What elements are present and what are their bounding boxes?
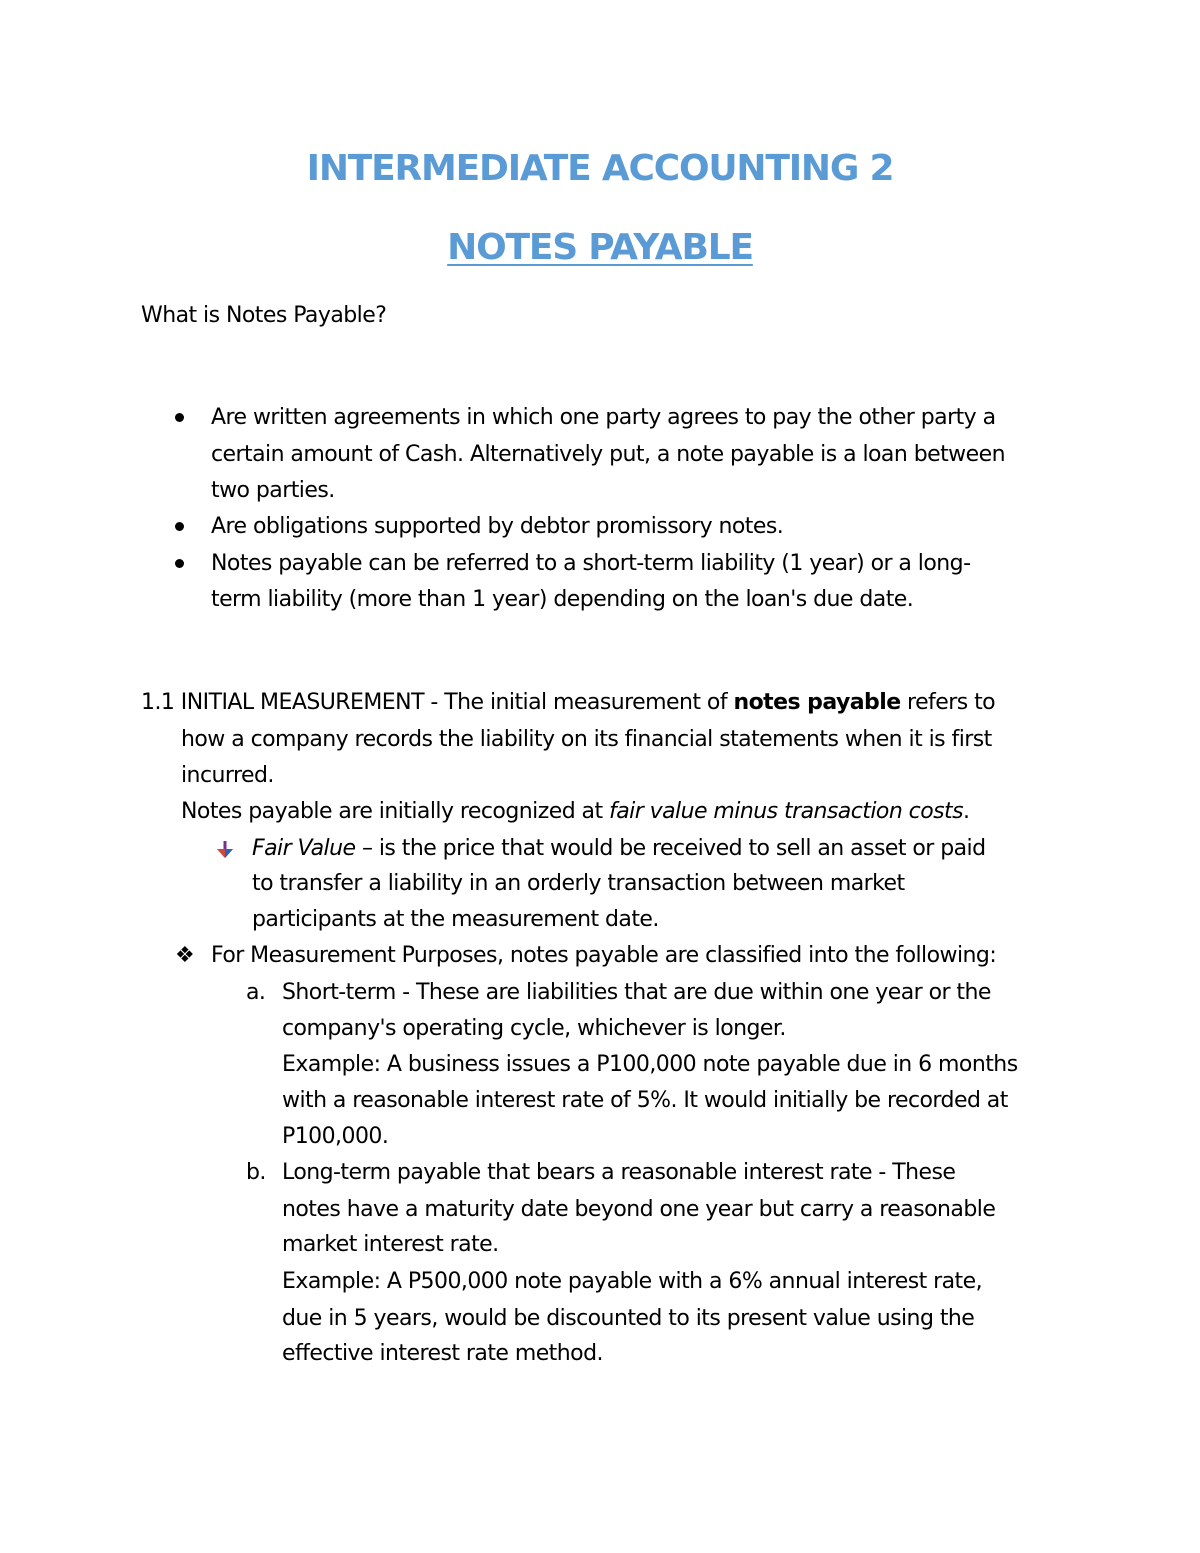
item-b-line-4: Example: A P500,000 note payable with a 6% annual interest rate, [282, 1269, 983, 1294]
bullet-1-line-2: certain amount of Cash. Alternatively put, a note payable is a loan between [211, 442, 1005, 467]
bullet-icon [175, 522, 184, 531]
bullet-2-line-1: Are obligations supported by debtor promissory notes. [211, 514, 784, 539]
bullet-1-line-1: Are written agreements in which one party agrees to pay the other party a [211, 405, 996, 430]
fair-value-def-1: – is the price that would be received to sell an asset or paid [355, 836, 986, 861]
fair-value-line-2: to transfer a liability in an orderly transaction between market [252, 871, 905, 896]
recognition-italic: fair value minus transaction costs [609, 799, 964, 824]
fair-value-line-3: participants at the measurement date. [252, 907, 659, 932]
item-a-marker: a. [246, 980, 266, 1005]
recognition-prefix: Notes payable are initially recognized at [181, 799, 609, 824]
item-b-line-6: effective interest rate method. [282, 1341, 603, 1366]
section-heading-bold: notes payable [733, 690, 901, 715]
bullet-3-line-1: Notes payable can be referred to a short-term liability (1 year) or a long- [211, 551, 971, 576]
fair-value-line-1 [252, 834, 986, 864]
item-b-line-1: Long-term payable that bears a reasonable interest rate - These [282, 1160, 956, 1185]
recognition-sentence [181, 797, 969, 827]
section-heading [141, 688, 995, 718]
item-a-line-4: with a reasonable interest rate of 5%. It would initially be recorded at [282, 1088, 1008, 1113]
item-b-line-5: due in 5 years, would be discounted to its present value using the [282, 1306, 975, 1331]
bullet-3-line-2: term liability (more than 1 year) depending on the loan's due date. [211, 587, 914, 612]
recognition-suffix: . [963, 799, 970, 824]
item-b-line-3: market interest rate. [282, 1232, 499, 1257]
purposes-line: For Measurement Purposes, notes payable are classified into the following: [211, 943, 997, 968]
fair-value-term: Fair Value [252, 836, 356, 861]
item-a-line-2: company's operating cycle, whichever is longer. [282, 1016, 786, 1041]
item-b-line-2: notes have a maturity date beyond one year but carry a reasonable [282, 1197, 996, 1222]
item-b-marker: b. [246, 1160, 266, 1185]
section-heading-line-3: incurred. [181, 763, 274, 788]
bullet-icon [175, 413, 184, 422]
bullet-1-line-3: two parties. [211, 478, 335, 503]
section-heading-line-2: how a company records the liability on its financial statements when it is first [181, 727, 992, 752]
item-a-line-1: Short-term - These are liabilities that are due within one year or the [282, 980, 991, 1005]
item-a-line-3: Example: A business issues a P100,000 note payable due in 6 months [282, 1052, 1018, 1077]
bullet-icon [175, 559, 184, 568]
document-subtitle: NOTES PAYABLE [447, 227, 753, 268]
document-title: INTERMEDIATE ACCOUNTING 2 [306, 148, 894, 189]
section-heading-prefix: 1.1 INITIAL MEASUREMENT - The initial measurement of [141, 690, 734, 715]
diamond-bullet-icon: ❖ [175, 943, 195, 968]
section-heading-suffix: refers to [900, 690, 996, 715]
arrow-bullet-icon [215, 840, 235, 860]
item-a-line-5: P100,000. [282, 1124, 389, 1149]
question-heading: What is Notes Payable? [141, 303, 387, 328]
